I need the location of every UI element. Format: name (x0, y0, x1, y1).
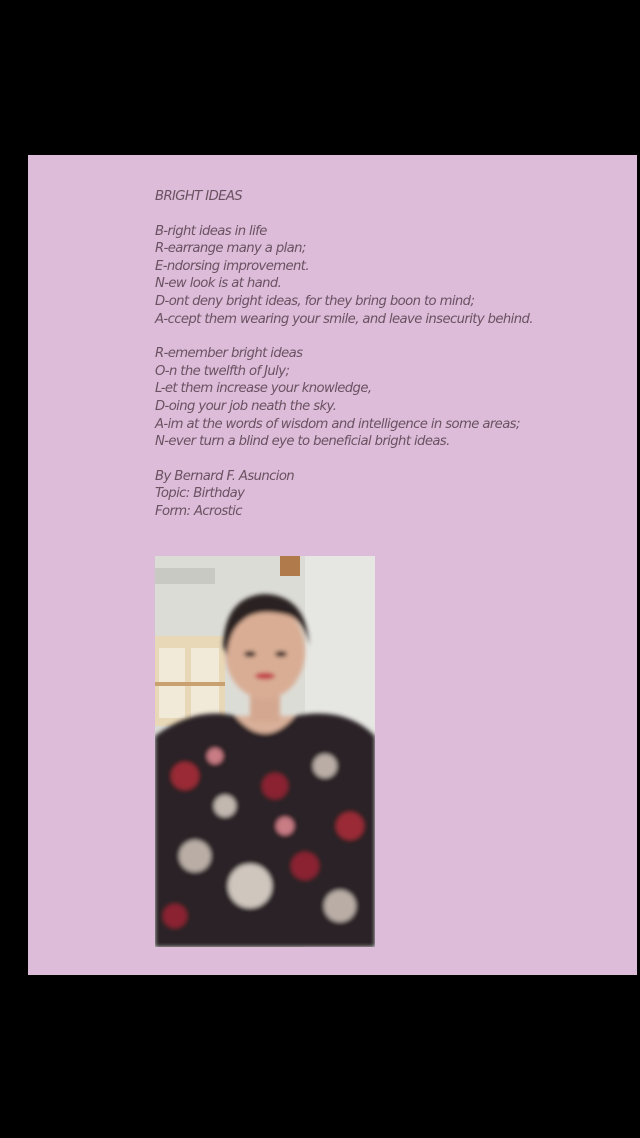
stanza-2 (155, 345, 625, 451)
credits (155, 468, 625, 521)
form-line: Form: Acrostic (155, 503, 242, 519)
poem-line: D-oing your job neath the sky. (155, 398, 337, 414)
poem-line: N-ever turn a blind eye to beneficial bright ideas. (155, 434, 450, 450)
poem-line: L-et them increase your knowledge, (155, 381, 372, 397)
author-photo (155, 556, 375, 947)
author-line: By Bernard F. Asuncion (155, 468, 295, 484)
poem-line: E-ndorsing improvement. (155, 258, 309, 274)
topic-line: Topic: Birthday (155, 486, 245, 502)
poem (155, 188, 625, 538)
poem-line: N-ew look is at hand. (155, 276, 282, 292)
poem-line: R-earrange many a plan; (155, 241, 306, 257)
poem-line: D-ont deny bright ideas, for they bring boon to mind; (155, 293, 475, 309)
poem-line: A-im at the words of wisdom and intelligence in some areas; (155, 416, 520, 432)
poem-page (28, 155, 637, 975)
poem-line: O-n the twelfth of July; (155, 363, 290, 379)
stanza-1 (155, 223, 625, 329)
poem-title: BRIGHT IDEAS (155, 189, 243, 204)
poem-line: B-right ideas in life (155, 223, 267, 239)
portrait-illustration (155, 556, 375, 947)
poem-line: R-emember bright ideas (155, 346, 303, 362)
poem-line: A-ccept them wearing your smile, and leave insecurity behind. (155, 311, 533, 327)
